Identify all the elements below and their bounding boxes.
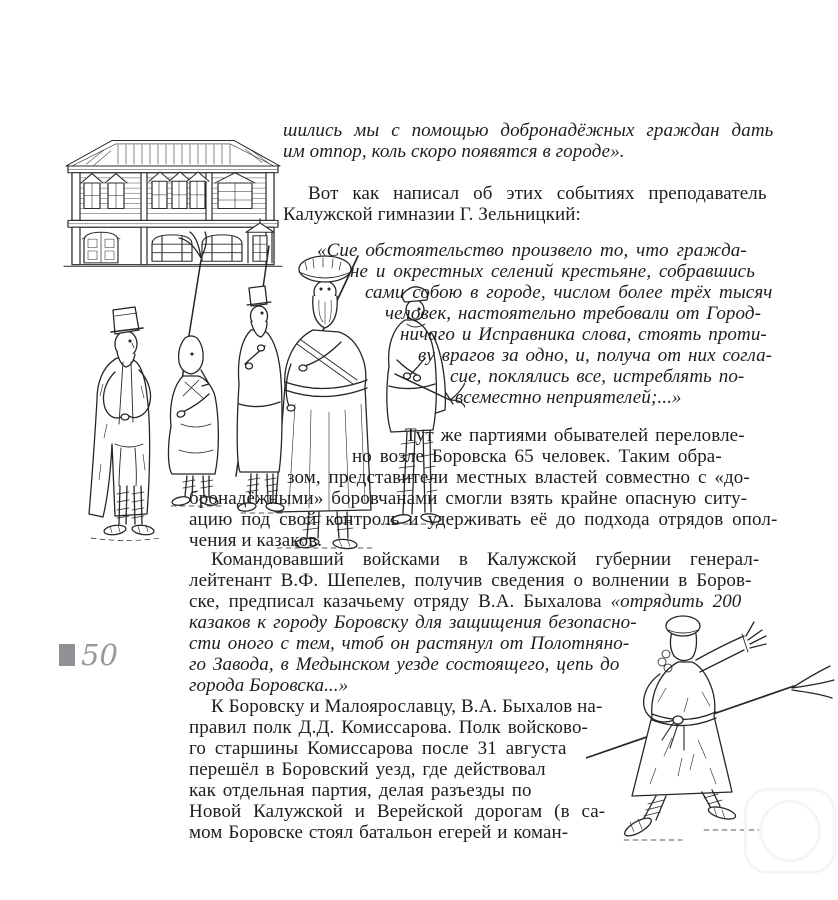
- body-line: Новой Калужской и Верейской дорогам (в са-: [189, 801, 606, 822]
- body-line: го старшины Комиссарова после 31 августа: [189, 738, 567, 759]
- quote-line: казаков к городу Боровску для защищения безопасно-: [189, 612, 637, 633]
- quote-line: «Сие обстоятельство произвело то, что гражда-: [317, 240, 747, 261]
- body-line: мом Боровске стоял батальон егерей и коман-: [189, 822, 569, 843]
- body-line: бронадёжными» боровчанами смогли взять крайне опасную ситу-: [189, 488, 748, 509]
- body-line: правил полк Д.Д. Комиссарова. Полк войсково-: [189, 717, 588, 738]
- narrator-line: Вот как написал об этих событиях преподаватель: [308, 183, 767, 204]
- page-marker-square: [59, 644, 75, 666]
- mixed-italic-text: «отрядить 200: [610, 591, 742, 612]
- quote-line: сие, поклялись все, истреблять по-: [450, 366, 745, 387]
- body-line: К Боровску и Малоярославцу, В.А. Быхалов на-: [211, 696, 603, 717]
- body-line: Тут же партиями обывателей переловле-: [405, 425, 745, 446]
- narrator-line: Калужской гимназии Г. Зельницкий:: [283, 204, 581, 225]
- body-line: как отдельная партия, делая разъезды по: [189, 780, 532, 801]
- quote-line: сти оного с тем, чтоб он растянул от Полотняно-: [189, 633, 630, 654]
- quote-line: не и окрестных селений крестьяне, собравшись: [350, 261, 755, 282]
- body-line: зом, представители местных властей совместно с «до-: [287, 467, 750, 488]
- intro-line: им отпор, коль скоро появятся в городе».: [283, 141, 625, 162]
- intro-line: шились мы с помощью добронадёжных граждан дать: [283, 120, 774, 141]
- quote-line: всеместно неприятелей;...»: [455, 387, 682, 408]
- body-line: перешёл в Боровский уезд, где действовал: [189, 759, 546, 780]
- body-line: Командовавший войсками в Калужской губернии генерал-: [211, 549, 760, 570]
- quote-line: го Завода, в Медынском уезде состоящего, цепь до: [189, 654, 620, 675]
- body-line: чения и казаков.: [189, 530, 323, 551]
- quote-line: города Боровска...»: [189, 675, 349, 696]
- quote-line: сами собою в городе, числом более трёх тысяч: [365, 282, 773, 303]
- quote-line: человек, настоятельно требовали от Город-: [385, 303, 762, 324]
- quote-line: ничаго и Исправника слова, стоять проти-: [400, 324, 767, 345]
- body-line: ацию под свой контроль и удерживать её до подхода отрядов опол-: [189, 509, 778, 530]
- page-number-marker: [59, 638, 118, 672]
- watermark-badge: [744, 788, 836, 874]
- body-line-mixed: [189, 591, 741, 612]
- page-number: 50: [81, 638, 118, 672]
- watermark-circle-icon: [759, 800, 821, 862]
- quote-line: ву врагов за одно, и, получа от них согла-: [418, 345, 773, 366]
- body-line: лейтенант В.Ф. Шепелев, получив сведения о волнении в Боров-: [189, 570, 752, 591]
- body-line: но возле Боровска 65 человек. Таким обра-: [352, 446, 722, 467]
- mixed-normal-text: ске, предписал казачьему отряду В.А. Быхалова: [189, 591, 611, 612]
